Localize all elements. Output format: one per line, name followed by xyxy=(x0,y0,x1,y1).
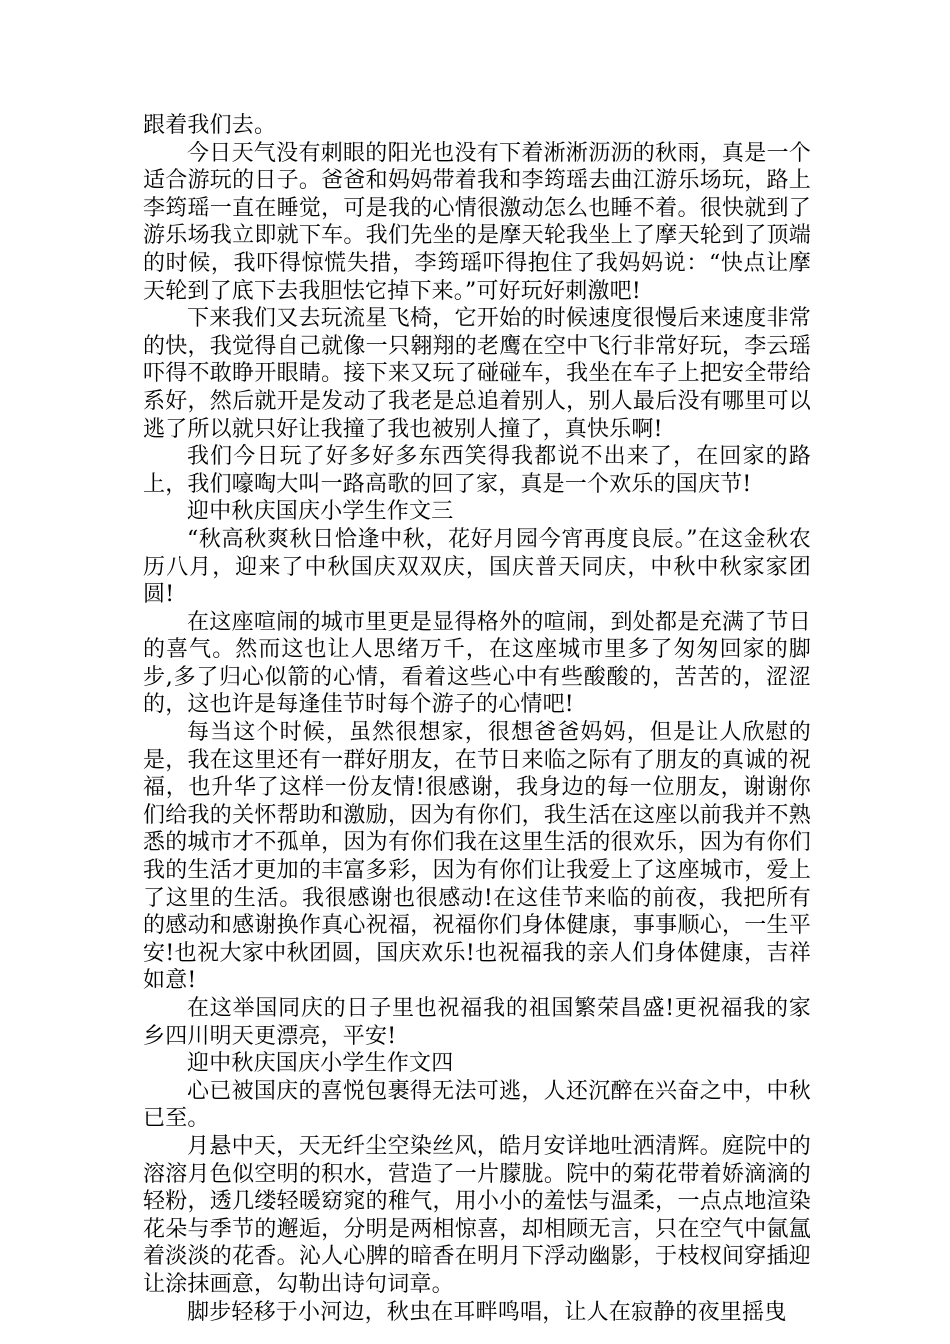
document-body xyxy=(143,112,811,1326)
paragraph: 在这举国同庆的日子里也祝福我的祖国繁荣昌盛!更祝福我的家乡四川明天更漂亮，平安! xyxy=(143,996,811,1049)
paragraph: 今日天气没有刺眼的阳光也没有下着淅淅沥沥的秋雨，真是一个适合游玩的日子。爸爸和妈妈带着我和李筠瑶去曲江游乐场玩，路上李筠瑶一直在睡觉，可是我的心情很激动怎么也睡不着。很快就到了游乐场我立即就下车。我们先坐的是摩天轮我坐上了摩天轮到了顶端的时候，我吓得惊慌失措，李筠瑶吓得抱住了我妈妈说：“快点让摩天轮到了底下去我胆怯它掉下来。”可好玩好刺激吧! xyxy=(143,140,811,304)
paragraph: 心已被国庆的喜悦包裹得无法可逃，人还沉醉在兴奋之中，中秋已至。 xyxy=(143,1078,811,1132)
section-heading: 迎中秋庆国庆小学生作文四 xyxy=(187,1051,454,1077)
paragraph: 脚步轻移于小河边，秋虫在耳畔鸣唱，让人在寂静的夜里摇曳 xyxy=(187,1299,787,1325)
section-heading: 迎中秋庆国庆小学生作文三 xyxy=(187,499,454,525)
paragraph: 每当这个时候，虽然很想家，很想爸爸妈妈，但是让人欣慰的是，我在这里还有一群好朋友，在节日来临之际有了朋友的真诚的祝福，也升华了这样一份友情!很感谢，我身边的每一位朋友，谢谢你们给我的关怀帮助和激励，因为有你们，我生活在这座以前我并不熟悉的城市才不孤单，因为有你们我在这里生活的很欢乐，因为有你们我的生活才更加的丰富多彩，因为有你们让我爱上了这座城市，爱上了这里的生活。我很感谢也很感动!在这佳节来临的前夜，我把所有的感动和感谢换作真心祝福，祝福你们身体健康，事事顺心，一生平安!也祝大家中秋团圆，国庆欢乐!也祝福我的亲人们身体健康，吉祥如意! xyxy=(143,720,811,994)
paragraph: 月悬中天，天无纤尘空染丝风，皓月安详地吐洒清辉。庭院中的溶溶月色似空明的积水，营造了一片朦胧。院中的菊花带着娇滴滴的轻粉，透几缕轻暖窈窕的稚气，用小小的羞怯与温柔，一点点地渲染花朵与季节的邂逅，分明是两相惊喜，却相顾无言，只在空气中氤氲着淡淡的花香。沁人心脾的暗香在明月下浮动幽影，于枝杈间穿插迎让涂抹画意，勾勒出诗句词章。 xyxy=(143,1133,811,1297)
paragraph: 下来我们又去玩流星飞椅，它开始的时候速度很慢后来速度非常的快，我觉得自己就像一只翱翔的老鹰在空中飞行非常好玩，李云瑶吓得不敢睁开眼睛。接下来又玩了碰碰车，我坐在车子上把安全带给系好，然后就开是发动了我老是总追着别人，别人最后没有哪里可以逃了所以就只好让我撞了我也被别人撞了，真快乐啊! xyxy=(143,306,811,442)
paragraph: “秋高秋爽秋日恰逢中秋，花好月园今宵再度良辰。”在这金秋农历八月，迎来了中秋国庆双双庆，国庆普天同庆，中秋中秋家家团圆! xyxy=(143,526,811,608)
paragraph: 我们今日玩了好多好多东西笑得我都说不出来了，在回家的路上，我们嚎啕大叫一路高歌的回了家，真是一个欢乐的国庆节! xyxy=(143,444,811,497)
paragraph-continuation: 跟着我们去。 xyxy=(143,113,277,138)
paragraph: 在这座喧闹的城市里更是显得格外的喧闹，到处都是充满了节日的喜气。然而这也让人思绪万千，在这座城市里多了匆匆回家的脚步,多了归心似箭的心情，看着这些心中有些酸酸的，苦苦的，涩涩的，这也许是每逢佳节时每个游子的心情吧! xyxy=(143,609,811,718)
